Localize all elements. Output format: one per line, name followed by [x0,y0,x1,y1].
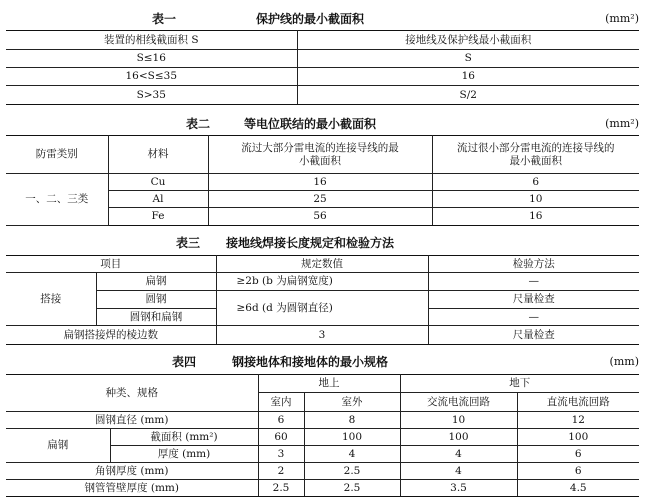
t3-method-round-flat: — [428,309,639,326]
t1-cell: 16<S≤35 [6,68,297,86]
table4-caption [0,353,645,371]
t4-cell: 8 [304,412,400,429]
t4-cell: 6 [517,463,639,480]
t4-cell: 100 [517,429,639,446]
t1-cell: S>35 [6,86,297,105]
table4-title: 钢接地体和接地体的最小规格 [232,355,389,369]
t4-flat-label: 扁钢 [6,429,110,463]
table2-unit: (mm²) [605,117,639,130]
t3-edge-count-value: 3 [216,326,428,345]
t4-cell: 4 [304,446,400,463]
t4-header-outdoor: 室外 [304,393,400,412]
t1-cell: S≤16 [6,50,297,68]
t2-cell: 56 [208,208,432,226]
t2-cell: Cu [108,174,208,191]
t4-row-label: 圆钢直径 (mm) [6,412,258,429]
table3-title: 接地线焊接长度规定和检验方法 [226,236,395,250]
t4-header-ac: 交流电流回路 [400,393,517,412]
t2-cell: 25 [208,191,432,208]
t4-cell: 6 [517,446,639,463]
t4-cell: 4 [400,463,517,480]
t2-header-class: 防雷类别 [6,136,108,174]
t3-sub-round-flat: 圆钢和扁钢 [96,309,216,326]
t3-sub-round: 圆钢 [96,291,216,309]
t3-group-label: 搭接 [6,273,96,326]
table2-number: 表二 [186,117,211,131]
t4-cell: 10 [400,412,517,429]
table3 [6,255,639,345]
t2-cell: 10 [432,191,639,208]
table1 [6,30,639,105]
table1-title: 保护线的最小截面积 [256,12,365,26]
table2-title: 等电位联结的最小截面积 [244,117,377,131]
t4-row-label: 截面积 (mm²) [110,429,258,446]
t1-header-phase: 装置的相线截面积 S [6,31,297,50]
t4-cell: 60 [258,429,304,446]
t4-header-type: 种类、规格 [6,375,258,412]
t2-header-small-current: 流过很小部分雷电流的连接导线的最小截面积 [432,136,639,174]
t2-header-material: 材料 [108,136,208,174]
t3-header-method: 检验方法 [428,256,639,273]
t4-cell: 100 [400,429,517,446]
t4-header-indoor: 室内 [258,393,304,412]
t4-cell: 6 [258,412,304,429]
t3-edge-count-label: 扁钢搭接焊的棱边数 [6,326,216,345]
t1-cell: S/2 [297,86,639,105]
table3-number: 表三 [176,236,201,250]
table4-unit: (mm) [609,355,639,368]
t4-cell: 2.5 [304,480,400,497]
t4-row-label: 厚度 (mm) [110,446,258,463]
t3-method-flat: — [428,273,639,291]
table1-unit: (mm²) [605,12,639,25]
t4-cell: 100 [304,429,400,446]
t2-class-value: 一、二、三类 [6,174,108,226]
table4 [6,374,639,497]
t4-cell: 3 [258,446,304,463]
t1-cell: 16 [297,68,639,86]
t2-header-large-current: 流过大部分雷电流的连接导线的最小截面积 [208,136,432,174]
t3-method-round: 尺量检查 [428,291,639,309]
table4-number: 表四 [172,355,197,369]
t4-cell: 4 [400,446,517,463]
t1-cell: S [297,50,639,68]
t2-cell: 16 [208,174,432,191]
t4-cell: 12 [517,412,639,429]
t4-header-dc: 直流电流回路 [517,393,639,412]
table1-number: 表一 [152,12,177,26]
t4-row-label: 角钢厚度 (mm) [6,463,258,480]
t4-cell: 2.5 [304,463,400,480]
t4-cell: 2.5 [258,480,304,497]
t4-header-above: 地上 [258,375,400,393]
t4-header-below: 地下 [400,375,639,393]
t2-cell: 16 [432,208,639,226]
t2-cell: Al [108,191,208,208]
table2 [6,135,639,226]
t3-header-item: 项目 [6,256,216,273]
t4-cell: 3.5 [400,480,517,497]
t1-header-protect: 接地线及保护线最小截面积 [297,31,639,50]
t4-cell: 4.5 [517,480,639,497]
t3-value-flat: ≥2b (b 为扁钢宽度) [216,273,428,291]
t3-edge-count-method: 尺量检查 [428,326,639,345]
table3-caption [0,234,645,252]
t4-cell: 2 [258,463,304,480]
t4-row-label: 钢管管壁厚度 (mm) [6,480,258,497]
t2-cell: Fe [108,208,208,226]
table1-caption [0,10,645,28]
t3-value-round: ≥6d (d 为圆钢直径) [216,291,428,326]
table2-caption [0,115,645,133]
t3-sub-flat: 扁钢 [96,273,216,291]
t3-header-value: 规定数值 [216,256,428,273]
t2-cell: 6 [432,174,639,191]
